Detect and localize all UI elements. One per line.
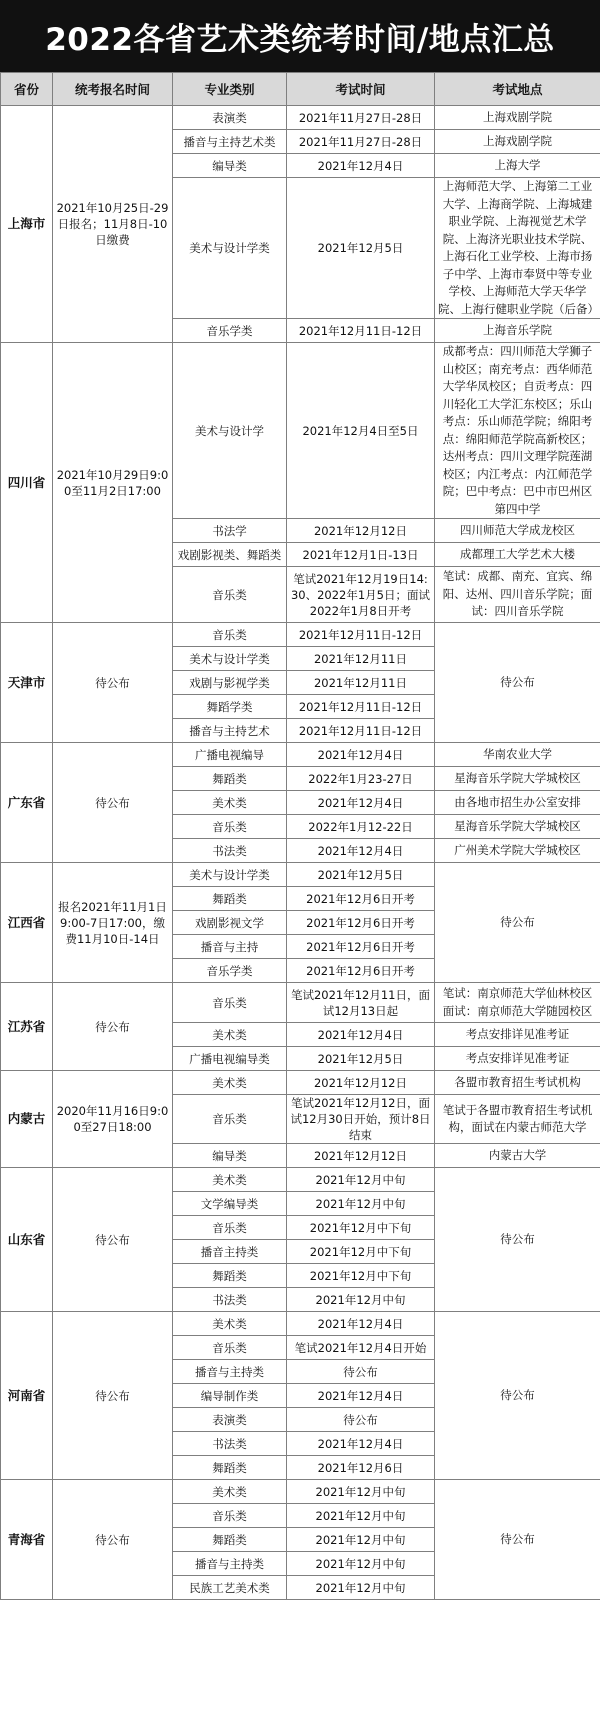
exam-time: 2021年12月4日: [287, 1023, 435, 1047]
table-row: [1, 106, 600, 130]
exam-time: 2021年12月11日: [287, 671, 435, 695]
exam-time: 2021年12月12日: [287, 1071, 435, 1095]
table-row: [1, 863, 600, 887]
exam-time: 2021年12月4日至5日: [287, 343, 435, 519]
province-name: 青海省: [1, 1480, 53, 1600]
exam-location: 待公布: [435, 1312, 600, 1480]
province-name: 河南省: [1, 1312, 53, 1480]
exam-time: 待公布: [287, 1408, 435, 1432]
exam-location: 华南农业大学: [435, 743, 600, 767]
exam-time: 2021年12月5日: [287, 1047, 435, 1071]
major-category: 播音与主持艺术: [173, 719, 287, 743]
exam-time: 2021年12月12日: [287, 519, 435, 543]
major-category: 美术类: [173, 1480, 287, 1504]
major-category: 戏剧与影视学类: [173, 671, 287, 695]
registration-time: 2021年10月25日-29日报名；11月8日-10日缴费: [53, 106, 173, 343]
table-body: [1, 106, 600, 1600]
table-row: [1, 743, 600, 767]
exam-time: 笔试2021年12月12日，面试12月30日开始，预计8日结束: [287, 1095, 435, 1144]
exam-time: 2021年11月27日-28日: [287, 130, 435, 154]
exam-time: 2021年12月中旬: [287, 1576, 435, 1600]
major-category: 书法类: [173, 1432, 287, 1456]
major-category: 书法类: [173, 839, 287, 863]
major-category: 音乐类: [173, 1336, 287, 1360]
major-category: 美术类: [173, 1312, 287, 1336]
major-category: 舞蹈学类: [173, 695, 287, 719]
province-name: 山东省: [1, 1168, 53, 1312]
exam-time: 2021年12月中旬: [287, 1480, 435, 1504]
major-category: 音乐类: [173, 1095, 287, 1144]
major-category: 美术与设计学类: [173, 178, 287, 319]
exam-time: 2021年12月中下旬: [287, 1264, 435, 1288]
major-category: 编导类: [173, 154, 287, 178]
major-category: 广播电视编导: [173, 743, 287, 767]
major-category: 美术与设计学: [173, 343, 287, 519]
exam-schedule-table: [0, 72, 600, 1600]
major-category: 广播电视编导类: [173, 1047, 287, 1071]
exam-location: 广州美术学院大学城校区: [435, 839, 600, 863]
table-row: [1, 983, 600, 1023]
major-category: 美术与设计学类: [173, 863, 287, 887]
province-name: 江苏省: [1, 983, 53, 1071]
registration-time: 待公布: [53, 1312, 173, 1480]
exam-time: 2021年11月27日-28日: [287, 106, 435, 130]
province-name: 四川省: [1, 343, 53, 623]
exam-time: 待公布: [287, 1360, 435, 1384]
exam-time: 2021年12月11日-12日: [287, 319, 435, 343]
registration-time: 待公布: [53, 1168, 173, 1312]
major-category: 文学编导类: [173, 1192, 287, 1216]
exam-location: 四川师范大学成龙校区: [435, 519, 600, 543]
exam-time: 2021年12月4日: [287, 839, 435, 863]
table-row: [1, 1168, 600, 1192]
exam-time: 2021年12月11日: [287, 647, 435, 671]
province-name: 天津市: [1, 623, 53, 743]
major-category: 美术与设计学类: [173, 647, 287, 671]
major-category: 音乐类: [173, 567, 287, 623]
table-row: [1, 1071, 600, 1095]
header-exam-time: 考试时间: [287, 73, 435, 106]
major-category: 美术类: [173, 1023, 287, 1047]
exam-time: 2022年1月23-27日: [287, 767, 435, 791]
exam-location: 笔试：南京师范大学仙林校区 面试：南京师范大学随园校区: [435, 983, 600, 1023]
exam-time: 2021年12月5日: [287, 863, 435, 887]
exam-time: 2021年12月6日开考: [287, 959, 435, 983]
major-category: 舞蹈类: [173, 1528, 287, 1552]
exam-location: 考点安排详见准考证: [435, 1047, 600, 1071]
major-category: 编导类: [173, 1144, 287, 1168]
exam-time: 2021年12月4日: [287, 743, 435, 767]
major-category: 舞蹈类: [173, 887, 287, 911]
exam-location: 上海师范大学、上海第二工业大学、上海商学院、上海城建职业学院、上海视觉艺术学院、上海济光职业技术学院、上海石化工业学校、上海市扬子中学、上海市奉贤中等专业学校、上海师范大学天华学院、上海行健职业学院（后备）: [435, 178, 600, 319]
exam-time: 2021年12月4日: [287, 791, 435, 815]
header-province: 省份: [1, 73, 53, 106]
exam-time: 2021年12月中旬: [287, 1192, 435, 1216]
registration-time: 待公布: [53, 1480, 173, 1600]
exam-time: 2021年12月6日开考: [287, 911, 435, 935]
major-category: 音乐类: [173, 1216, 287, 1240]
exam-location: 成都理工大学艺术大楼: [435, 543, 600, 567]
exam-time: 2021年12月11日-12日: [287, 719, 435, 743]
major-category: 书法学: [173, 519, 287, 543]
major-category: 播音与主持艺术类: [173, 130, 287, 154]
exam-time: 2021年12月11日-12日: [287, 623, 435, 647]
major-category: 音乐学类: [173, 959, 287, 983]
major-category: 音乐类: [173, 983, 287, 1023]
table-row: [1, 1312, 600, 1336]
exam-location: 待公布: [435, 623, 600, 743]
exam-location: 由各地市招生办公室安排: [435, 791, 600, 815]
exam-location: 上海戏剧学院: [435, 106, 600, 130]
exam-time: 2021年12月1日-13日: [287, 543, 435, 567]
exam-location: 待公布: [435, 863, 600, 983]
exam-time: 2021年12月6日开考: [287, 887, 435, 911]
table-row: [1, 1480, 600, 1504]
registration-time: 2021年10月29日9:00至11月2日17:00: [53, 343, 173, 623]
exam-time: 2021年12月4日: [287, 1312, 435, 1336]
exam-location: 上海戏剧学院: [435, 130, 600, 154]
exam-location: 上海大学: [435, 154, 600, 178]
exam-time: 2022年1月12-22日: [287, 815, 435, 839]
major-category: 舞蹈类: [173, 1456, 287, 1480]
registration-time: 待公布: [53, 743, 173, 863]
exam-location: 笔试于各盟市教育招生考试机构，面试在内蒙古师范大学: [435, 1095, 600, 1144]
exam-location: 待公布: [435, 1480, 600, 1600]
header-major: 专业类别: [173, 73, 287, 106]
major-category: 戏剧影视文学: [173, 911, 287, 935]
major-category: 书法类: [173, 1288, 287, 1312]
exam-time: 2021年12月11日-12日: [287, 695, 435, 719]
major-category: 音乐类: [173, 815, 287, 839]
major-category: 美术类: [173, 1071, 287, 1095]
major-category: 编导制作类: [173, 1384, 287, 1408]
major-category: 音乐类: [173, 623, 287, 647]
exam-time: 2021年12月中旬: [287, 1168, 435, 1192]
exam-time: 2021年12月4日: [287, 1432, 435, 1456]
province-name: 内蒙古: [1, 1071, 53, 1168]
registration-time: 待公布: [53, 983, 173, 1071]
major-category: 音乐学类: [173, 319, 287, 343]
province-name: 江西省: [1, 863, 53, 983]
exam-location: 待公布: [435, 1168, 600, 1312]
major-category: 播音与主持类: [173, 1360, 287, 1384]
exam-time: 2021年12月6日: [287, 1456, 435, 1480]
exam-location: 各盟市教育招生考试机构: [435, 1071, 600, 1095]
exam-time: 笔试2021年12月4日开始: [287, 1336, 435, 1360]
exam-location: 星海音乐学院大学城校区: [435, 767, 600, 791]
exam-location: 内蒙古大学: [435, 1144, 600, 1168]
registration-time: 报名2021年11月1日9:00-7日17:00，缴费11月10日-14日: [53, 863, 173, 983]
exam-time: 2021年12月中下旬: [287, 1240, 435, 1264]
province-name: 上海市: [1, 106, 53, 343]
major-category: 播音与主持类: [173, 1552, 287, 1576]
exam-time: 笔试2021年12月19日14:30、2022年1月5日；面试2022年1月8日开考: [287, 567, 435, 623]
exam-time: 2021年12月中旬: [287, 1504, 435, 1528]
exam-time: 2021年12月4日: [287, 1384, 435, 1408]
major-category: 民族工艺美术类: [173, 1576, 287, 1600]
exam-location: 星海音乐学院大学城校区: [435, 815, 600, 839]
province-name: 广东省: [1, 743, 53, 863]
exam-location: 上海音乐学院: [435, 319, 600, 343]
exam-time: 2021年12月中旬: [287, 1528, 435, 1552]
page-title: 2022各省艺术类统考时间/地点汇总: [0, 0, 600, 72]
exam-time: 2021年12月4日: [287, 154, 435, 178]
exam-time: 2021年12月5日: [287, 178, 435, 319]
header-registration: 统考报名时间: [53, 73, 173, 106]
table-row: [1, 343, 600, 519]
major-category: 播音主持类: [173, 1240, 287, 1264]
exam-location: 笔试：成都、南充、宜宾、绵阳、达州、四川音乐学院；面试：四川音乐学院: [435, 567, 600, 623]
exam-location: 考点安排详见准考证: [435, 1023, 600, 1047]
major-category: 舞蹈类: [173, 767, 287, 791]
major-category: 表演类: [173, 1408, 287, 1432]
table-row: [1, 623, 600, 647]
exam-time: 笔试2021年12月11日，面试12月13日起: [287, 983, 435, 1023]
exam-location: 成都考点：四川师范大学狮子山校区；南充考点：西华师范大学华凤校区；自贡考点：四川轻化工大学汇东校区；乐山考点：乐山师范学院；绵阳考点：绵阳师范学院高新校区；达州考点：四川文理学院莲湖校区；内江考点：内江师范学院；巴中考点：巴中市巴州区第四中学: [435, 343, 600, 519]
major-category: 表演类: [173, 106, 287, 130]
registration-time: 待公布: [53, 623, 173, 743]
exam-time: 2021年12月中旬: [287, 1552, 435, 1576]
registration-time: 2020年11月16日9:00至27日18:00: [53, 1071, 173, 1168]
major-category: 美术类: [173, 791, 287, 815]
table-header-row: [1, 73, 600, 106]
exam-time: 2021年12月中下旬: [287, 1216, 435, 1240]
exam-time: 2021年12月中旬: [287, 1288, 435, 1312]
major-category: 戏剧影视类、舞蹈类: [173, 543, 287, 567]
major-category: 音乐类: [173, 1504, 287, 1528]
major-category: 播音与主持: [173, 935, 287, 959]
header-exam-location: 考试地点: [435, 73, 600, 106]
major-category: 舞蹈类: [173, 1264, 287, 1288]
exam-time: 2021年12月6日开考: [287, 935, 435, 959]
exam-time: 2021年12月12日: [287, 1144, 435, 1168]
major-category: 美术类: [173, 1168, 287, 1192]
